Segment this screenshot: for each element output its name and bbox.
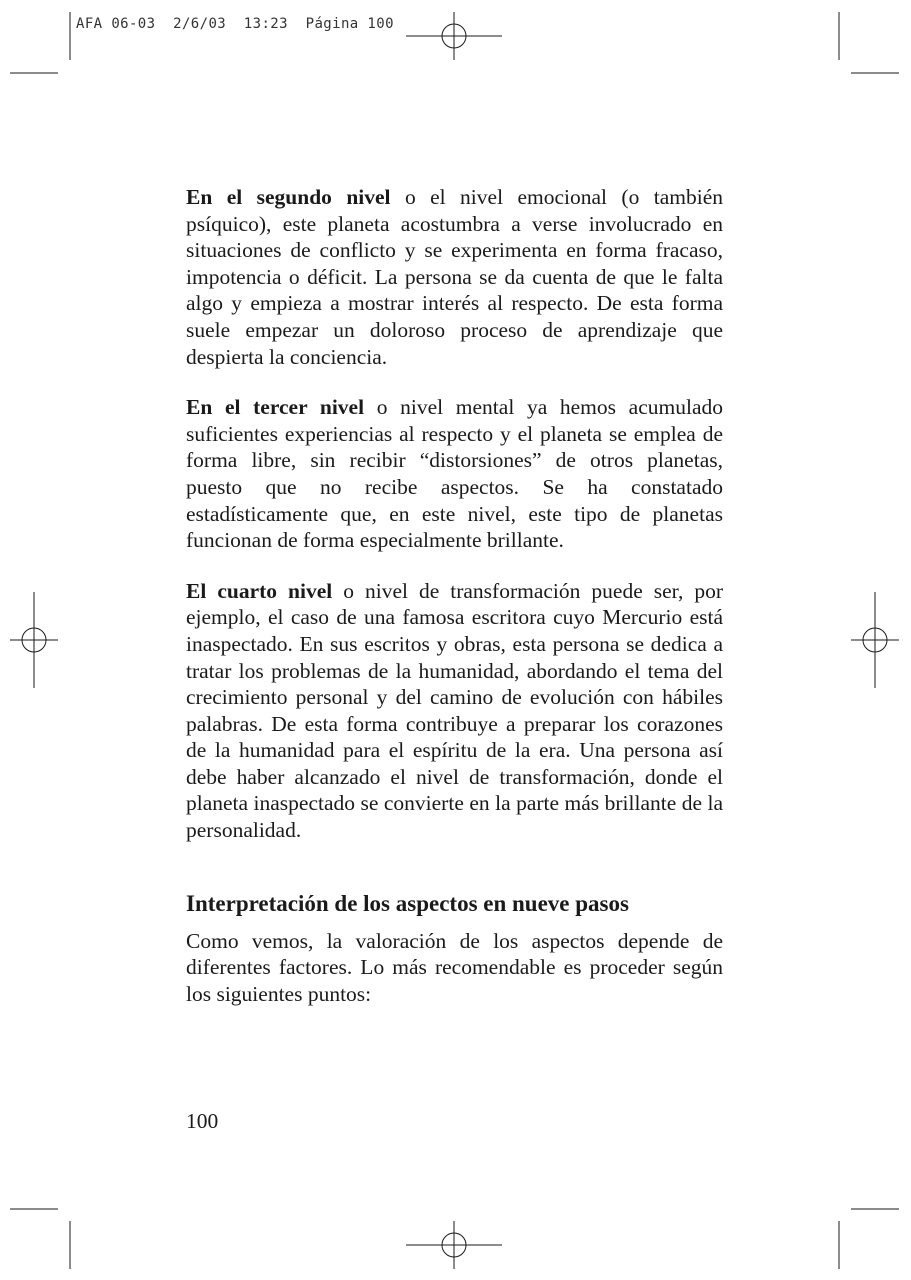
section-heading: Interpretación de los aspectos en nueve pasos: [186, 890, 629, 916]
paragraph-text: o nivel mental ya hemos acumulado suficientes experiencias al respecto y el planeta se emplea de forma libre, sin recibir “distorsiones” de otros planetas, puesto que no recibe aspectos. Se ha constatado estadísticamente que, en este nivel, este tipo de planetas funcionan de forma especialmente brillante.: [186, 395, 724, 553]
paragraph-third-level: [186, 394, 723, 554]
slug-file: AFA 06-03: [76, 16, 156, 32]
paragraph-lead: En el segundo nivel: [186, 185, 391, 209]
page-number: 100: [186, 1109, 219, 1133]
page-body: [186, 184, 723, 1007]
paragraph-text: o nivel de transformación puede ser, por ejemplo, el caso de una famosa escritora cuyo Mercurio está inaspectado. En sus escritos y obras, esta persona se dedica a tratar los problemas de la humanidad, abordando el tema del crecimiento personal y del camino de evolución con hábiles palabras. De esta forma contribuye a preparar los corazones de la humanidad para el espíritu de la era. Una persona así debe haber alcanzado el nivel de transformación, donde el planeta inaspectado se convierte en la parte más brillante de la personalidad.: [186, 578, 723, 843]
slug-date: 2/6/03: [173, 16, 227, 32]
registration-mark-top: [406, 12, 502, 60]
slug-page-label: Página 100: [305, 16, 394, 32]
paragraph-lead: En el tercer nivel: [186, 395, 365, 420]
registration-mark-bottom: [406, 1221, 502, 1269]
registration-mark-left: [10, 592, 58, 688]
registration-mark-right: [851, 592, 899, 688]
slug-time: 13:23: [243, 16, 288, 32]
paragraph-second-level: [186, 184, 723, 370]
section-body: Como vemos, la valoración de los aspectos depende de diferentes factores. Lo más recomendable es proceder según los siguientes puntos:: [186, 928, 723, 1006]
paragraph-lead: El cuarto nivel: [186, 578, 333, 603]
paragraph-fourth-level: [186, 578, 723, 844]
paragraph-text: o el nivel emocional (o también psíquico), este planeta acostumbra a verse involucrado en situaciones de conflicto y se experimenta en forma fracaso, impotencia o déficit. La persona se da cuenta de que le falta algo y empieza a mostrar interés al respecto. De esta forma suele empezar un doloroso proceso de aprendizaje que despierta la conciencia.: [186, 185, 723, 369]
